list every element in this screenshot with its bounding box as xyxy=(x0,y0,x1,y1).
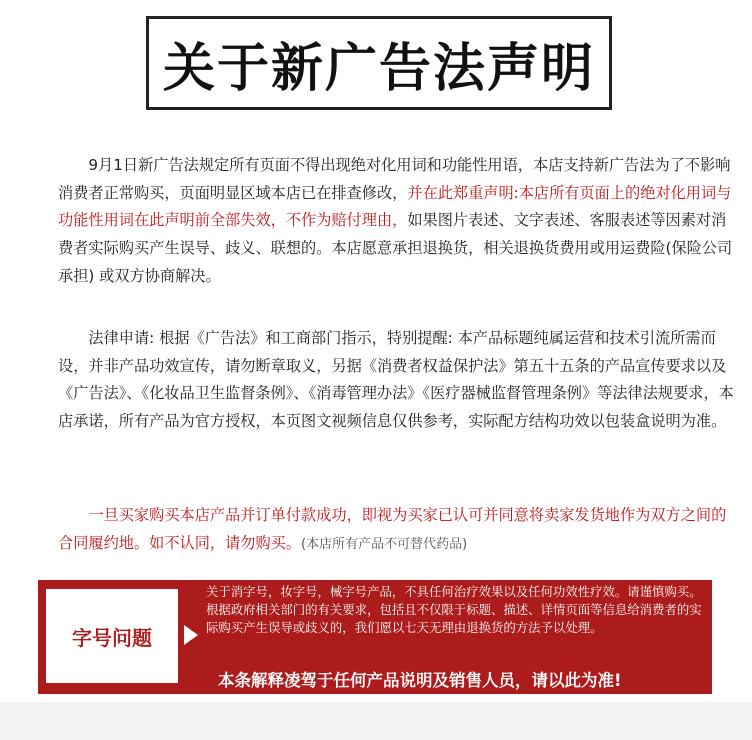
notice-text: 关于消字号，妆字号，械字号产品，不具任何治疗效果以及任何功效性疗效。请谨慎购买。根据政府相关部门的有关要求，包括且不仅限于标题、描述、详情页面等信息给消费者的实际购买产生误导或歧义的，我们愿以七天无理由退换货的方法予以处理。 xyxy=(206,584,702,635)
paragraph-legal-notice: 法律申请: 根据《广告法》和工商部门指示，特别提醒: 本产品标题纯属运营和技术引流所需而设，并非产品功效宣传，请勿断章取义，另据《消费者权益保护法》第五十五条的产品宣传要求以及《广告法》、《化妆品卫生监督条例》、《消毒管理办法》《医疗器械监督管理条例》等法律法规要求，本店承诺，所有产品为官方授权，本页图文视频信息仅供参考，实际配方结构功效以包装盒说明为准。 xyxy=(58,329,734,431)
paragraph-1-red-statement: 并在此郑重声明:本店所有页面上的绝对化用词与功能性用词在此声明前全部失效，不作为赔付理由， xyxy=(58,183,732,230)
footer-band xyxy=(0,702,752,740)
arrow-right-icon xyxy=(184,625,198,645)
notice-badge xyxy=(46,589,178,683)
paragraph-3-red-text: 一旦买家购买本店产品并订单付款成功，即视为买家已认可并同意将卖家发货地作为双方之间的合同履约地。如不认同，请勿购买。 xyxy=(58,506,727,552)
notice-badge-label: 字号问题 xyxy=(72,625,152,650)
title-box xyxy=(146,16,612,110)
paragraph-new-ad-law xyxy=(58,152,738,291)
paragraph-1-text: 9月1日新广告法规定所有页面不得出现绝对化用词和功能性用语，本店支持新广告法为了不影响消费者正常购买，页面明显区域本店已在排查修改， xyxy=(58,156,731,202)
notice-banner xyxy=(38,580,712,694)
paragraph-1-text-tail: 如果图片表述、文字表述、客服表述等因素对消费者实际购买产生误导、歧义、联想的。本店愿意承担退换货，相关退换货费用或用运费险(保险公司承担) 或双方协商解决。 xyxy=(58,211,733,285)
paragraph-contract-terms xyxy=(58,502,738,558)
page-title: 关于新广告法声明 xyxy=(162,38,595,99)
paragraph-3-note: (本店所有产品不可替代药品) xyxy=(301,536,468,552)
notice-strong-text: 本条解释凌驾于任何产品说明及销售人员，请以此为准! xyxy=(218,671,622,690)
